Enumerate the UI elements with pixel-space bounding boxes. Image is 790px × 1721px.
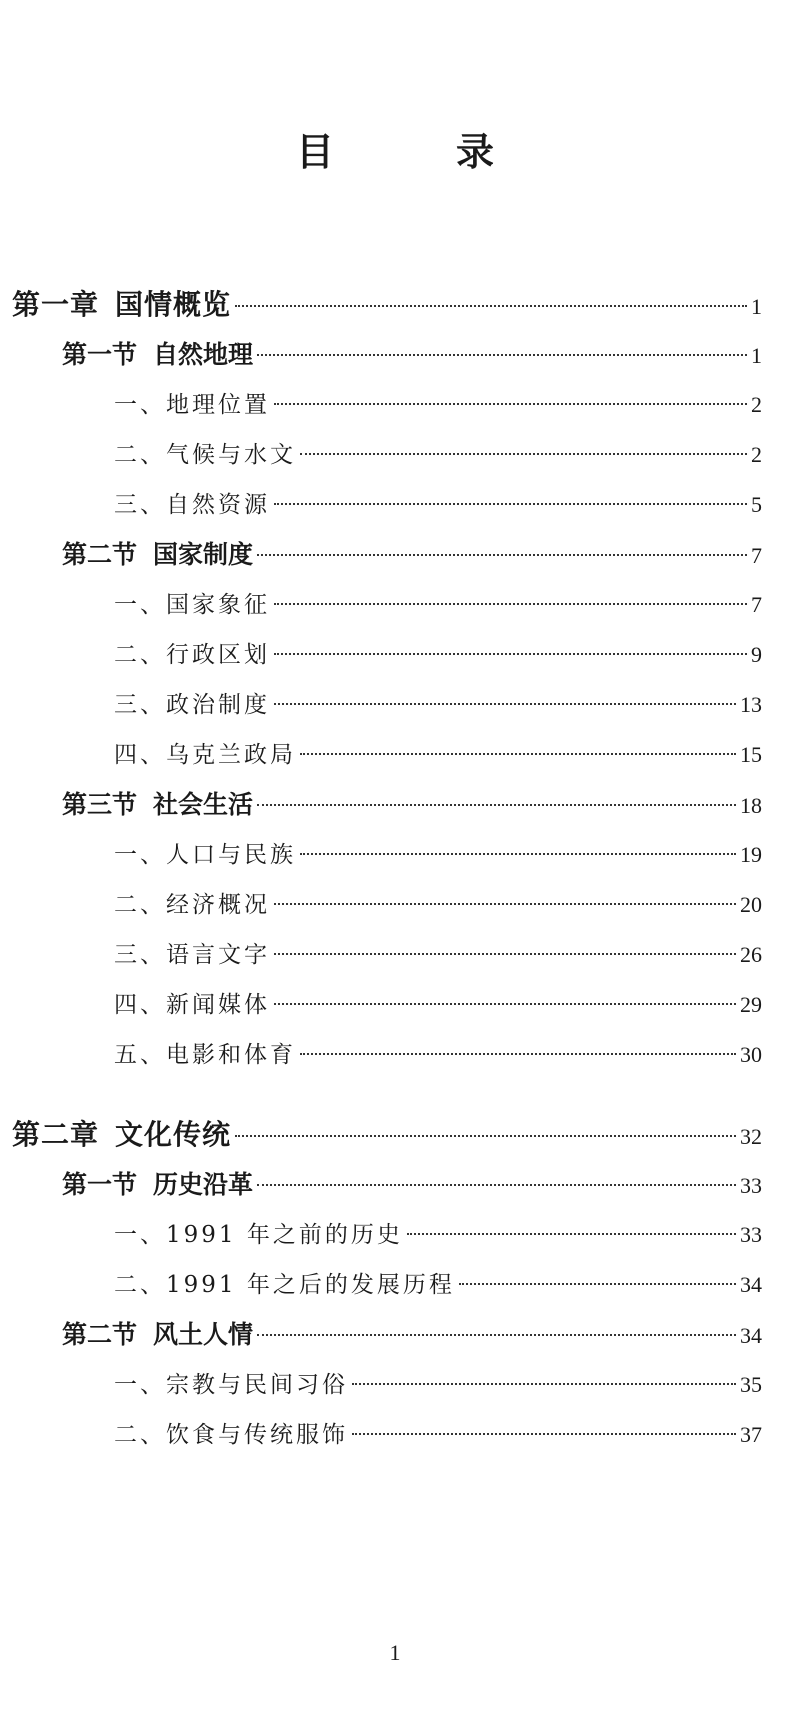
page-title: 目 录 bbox=[295, 129, 536, 174]
item-title: 三、政治制度 bbox=[114, 692, 270, 718]
item-title: 一、宗教与民间习俗 bbox=[114, 1372, 348, 1398]
dot-leader bbox=[300, 753, 736, 755]
toc-item[interactable] bbox=[12, 1210, 762, 1260]
dot-leader bbox=[274, 953, 736, 955]
toc-chapter-heading[interactable] bbox=[12, 280, 762, 330]
item-title: 二、行政区划 bbox=[114, 642, 270, 668]
page-number: 35 bbox=[740, 1372, 762, 1397]
page-number: 2 bbox=[751, 442, 762, 467]
page-number: 2 bbox=[751, 392, 762, 417]
toc-item[interactable] bbox=[12, 630, 762, 680]
toc-section-heading[interactable] bbox=[12, 780, 762, 830]
dot-leader bbox=[300, 853, 736, 855]
toc-item[interactable] bbox=[12, 1030, 762, 1080]
toc-item[interactable] bbox=[12, 730, 762, 780]
item-title: 四、乌克兰政局 bbox=[114, 742, 296, 768]
section-title: 第二节 风土人情 bbox=[62, 1320, 254, 1349]
dot-leader bbox=[257, 1184, 736, 1186]
dot-leader bbox=[235, 305, 747, 307]
dot-leader bbox=[459, 1283, 736, 1285]
dot-leader bbox=[407, 1233, 736, 1235]
dot-leader bbox=[274, 903, 736, 905]
section-title: 第三节 社会生活 bbox=[62, 790, 254, 819]
dot-leader bbox=[352, 1383, 736, 1385]
dot-leader bbox=[257, 1334, 736, 1336]
page-number: 9 bbox=[751, 642, 762, 667]
toc-section-heading[interactable] bbox=[12, 1310, 762, 1360]
page-number: 20 bbox=[740, 892, 762, 917]
page-number: 1 bbox=[751, 294, 762, 319]
dot-leader bbox=[235, 1135, 736, 1137]
toc-item[interactable] bbox=[12, 930, 762, 980]
page-number: 34 bbox=[740, 1323, 762, 1348]
toc-section-heading[interactable] bbox=[12, 330, 762, 380]
page-number: 33 bbox=[740, 1173, 762, 1198]
item-title: 一、1991 年之前的历史 bbox=[114, 1222, 403, 1248]
item-title: 一、国家象征 bbox=[114, 592, 270, 618]
item-title: 一、人口与民族 bbox=[114, 842, 296, 868]
dot-leader bbox=[300, 1053, 736, 1055]
page-number: 19 bbox=[740, 842, 762, 867]
toc-item[interactable] bbox=[12, 1410, 762, 1460]
toc-item[interactable] bbox=[12, 1260, 762, 1310]
toc-item[interactable] bbox=[12, 580, 762, 630]
dot-leader bbox=[257, 554, 747, 556]
toc-item[interactable] bbox=[12, 480, 762, 530]
toc-item[interactable] bbox=[12, 680, 762, 730]
page-number: 33 bbox=[740, 1222, 762, 1247]
item-title: 三、自然资源 bbox=[114, 492, 270, 518]
item-title: 三、语言文字 bbox=[114, 942, 270, 968]
page-number: 26 bbox=[740, 942, 762, 967]
item-title: 一、地理位置 bbox=[114, 392, 270, 418]
page-number: 15 bbox=[740, 742, 762, 767]
toc-chapter-2 bbox=[12, 1110, 762, 1460]
page-number: 29 bbox=[740, 992, 762, 1017]
page-number: 5 bbox=[751, 492, 762, 517]
item-title: 五、电影和体育 bbox=[114, 1042, 296, 1068]
item-title: 四、新闻媒体 bbox=[114, 992, 270, 1018]
toc-item[interactable] bbox=[12, 980, 762, 1030]
dot-leader bbox=[274, 1003, 736, 1005]
item-title: 二、1991 年之后的发展历程 bbox=[114, 1272, 455, 1298]
page-number: 7 bbox=[751, 543, 762, 568]
page-number: 30 bbox=[740, 1042, 762, 1067]
footer-page-number: 1 bbox=[389, 1640, 401, 1665]
section-title: 第二节 国家制度 bbox=[62, 540, 254, 569]
chapter-title: 第二章 文化传统 bbox=[12, 1118, 232, 1151]
page-number: 37 bbox=[740, 1422, 762, 1447]
page-number: 7 bbox=[751, 592, 762, 617]
item-title: 二、饮食与传统服饰 bbox=[114, 1422, 348, 1448]
dot-leader bbox=[274, 653, 747, 655]
page-number: 18 bbox=[740, 793, 762, 818]
toc-item[interactable] bbox=[12, 1360, 762, 1410]
toc-item[interactable] bbox=[12, 830, 762, 880]
chapter-title: 第一章 国情概览 bbox=[12, 288, 232, 321]
toc-section-heading[interactable] bbox=[12, 1160, 762, 1210]
toc-item[interactable] bbox=[12, 880, 762, 930]
toc-section-heading[interactable] bbox=[12, 530, 762, 580]
dot-leader bbox=[257, 804, 736, 806]
page-number: 1 bbox=[751, 343, 762, 368]
item-title: 二、气候与水文 bbox=[114, 442, 296, 468]
section-title: 第一节 历史沿革 bbox=[62, 1170, 254, 1199]
page-number: 34 bbox=[740, 1272, 762, 1297]
dot-leader bbox=[300, 453, 747, 455]
toc-chapter-heading[interactable] bbox=[12, 1110, 762, 1160]
dot-leader bbox=[274, 703, 736, 705]
page-number: 13 bbox=[740, 692, 762, 717]
toc-item[interactable] bbox=[12, 380, 762, 430]
item-title: 二、经济概况 bbox=[114, 892, 270, 918]
toc-chapter-1 bbox=[12, 280, 762, 1080]
dot-leader bbox=[274, 403, 747, 405]
section-title: 第一节 自然地理 bbox=[62, 340, 254, 369]
dot-leader bbox=[274, 603, 747, 605]
dot-leader bbox=[352, 1433, 736, 1435]
dot-leader bbox=[274, 503, 747, 505]
dot-leader bbox=[257, 354, 747, 356]
toc-item[interactable] bbox=[12, 430, 762, 480]
page-number: 32 bbox=[740, 1124, 762, 1149]
